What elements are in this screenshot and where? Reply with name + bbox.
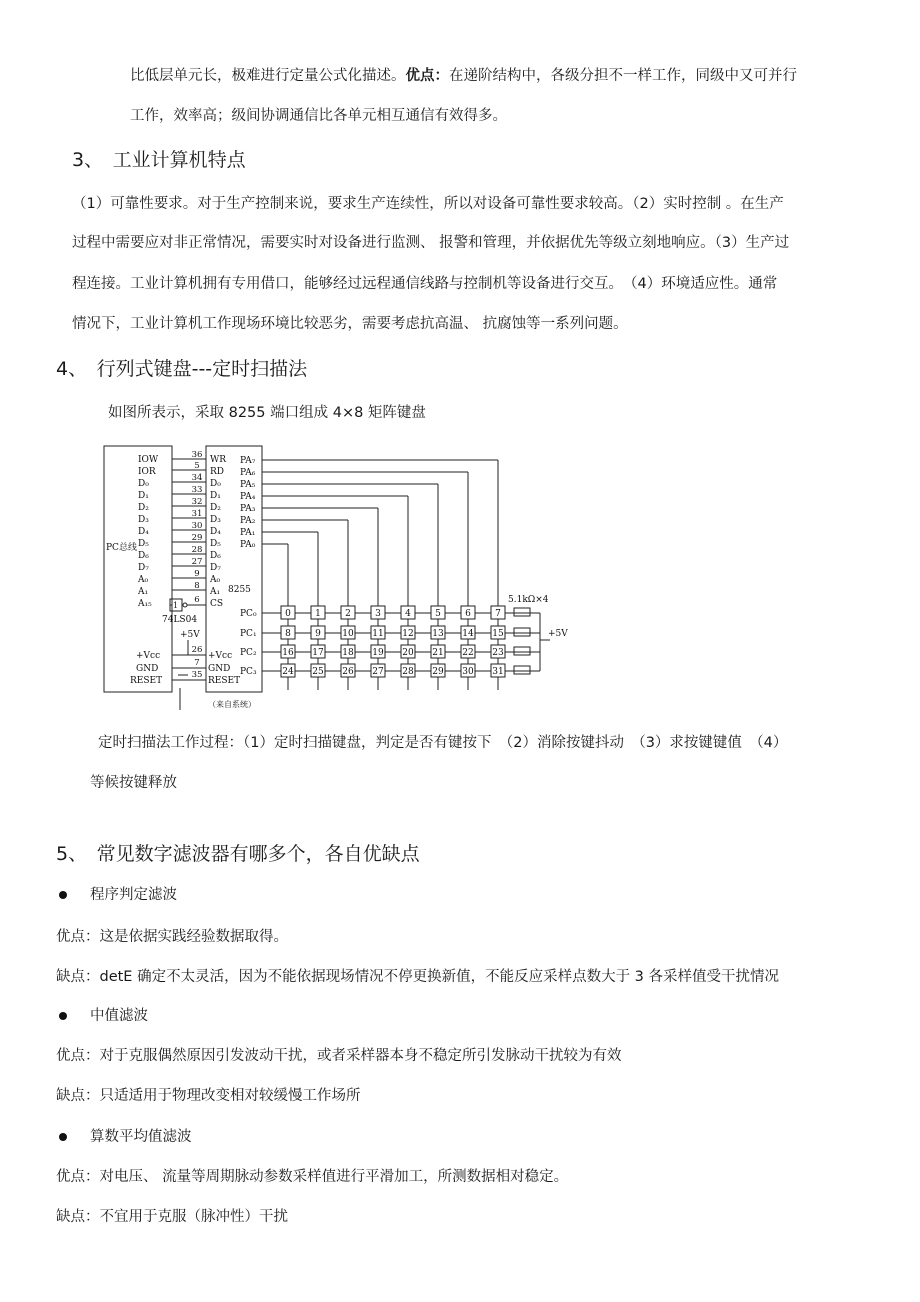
key-label: 16 <box>282 648 294 658</box>
key-label: 22 <box>462 648 474 658</box>
section-3-para-line: （1）可靠性要求。对于生产控制来说，要求生产连续性，所以对设备可靠性要求较高。（2）实时控制 。在生产 <box>72 196 784 212</box>
key-label: 31 <box>492 667 504 677</box>
bus-pin-label: D₅ <box>138 539 149 549</box>
reset-label: RESET <box>130 676 163 686</box>
key-label: 7 <box>495 609 501 619</box>
key-label: 12 <box>402 629 414 639</box>
bullet-icon <box>59 1012 67 1020</box>
filter-1-cons <box>56 967 779 987</box>
key-label: 9 <box>315 629 321 639</box>
pin-number: 8 <box>194 581 200 591</box>
filter-3-title: 算数平均值滤波 <box>90 1129 192 1145</box>
key-label: 23 <box>492 648 504 658</box>
chip-pin-label: D₂ <box>210 503 221 513</box>
pros-label: 优点 <box>56 1048 85 1064</box>
chip-pin-label: D₁ <box>210 491 221 501</box>
supply-label: +5V <box>548 629 568 639</box>
bullet-icon <box>59 1133 67 1141</box>
bus-label: PC总线 <box>106 543 137 553</box>
section-3-heading: 3、 工业计算机特点 <box>72 149 246 171</box>
key-label: 0 <box>285 609 291 619</box>
bullet-icon <box>59 891 67 899</box>
key-label: 20 <box>402 648 414 658</box>
pin-number: 6 <box>194 595 200 605</box>
bus-pin-label: A₁₅ <box>138 599 152 609</box>
bus-pin-label: IOW <box>138 455 159 465</box>
section-4-intro: 如图所表示，采取 8255 端口组成 4×8 矩阵键盘 <box>108 405 426 421</box>
key-label: 6 <box>465 609 471 619</box>
cons-label: 缺点 <box>56 1209 85 1225</box>
pros-text: ：对电压、 流量等周期脉动参数采样值进行平滑加工，所测数据相对稳定。 <box>85 1169 569 1185</box>
filter-2-title: 中值滤波 <box>90 1008 148 1024</box>
pc-label: PC₃ <box>240 667 257 677</box>
keyboard-circuit-diagram <box>100 440 710 715</box>
section-3-para-line: 程连接。工业计算机拥有专用借口，能够经过远程通信线路与控制机等设备进行交互。 （4）环境适应性。通常 <box>72 276 778 292</box>
bold-label: 优点： <box>405 68 449 84</box>
key-label: 13 <box>432 629 444 639</box>
pin-number: 35 <box>191 670 203 680</box>
filter-2-cons <box>56 1086 361 1106</box>
section-3-para-line: 过程中需要应对非正常情况，需要实时对设备进行监测、 报警和管理，并依据优先等级立刻地响应。（3）生产过 <box>72 235 790 251</box>
key-label: 26 <box>342 667 354 677</box>
key-label: 28 <box>402 667 414 677</box>
key-label: 5 <box>435 609 441 619</box>
cons-text: ：只适适用于物理改变相对较缓慢工作场所 <box>85 1088 361 1104</box>
key-label: 1 <box>315 609 321 619</box>
pc-label: PC₁ <box>240 629 257 639</box>
section-4-process-line1: 定时扫描法工作过程：（1）定时扫描键盘，判定是否有键按下 （2）消除按键抖动 （3）求按键键值 （4） <box>98 735 788 751</box>
text: 在递阶结构中，各级分担不一样工作，同级中又可并行 <box>449 68 797 84</box>
inverter-label: 74LS04 <box>162 615 198 625</box>
chip-pin-label: D₅ <box>210 539 221 549</box>
key-label: 18 <box>342 648 354 658</box>
pa-label: PA₀ <box>240 540 256 550</box>
chip-pin-label: A₁ <box>210 587 221 597</box>
text: 比低层单元长，极难进行定量公式化描述。 <box>130 68 406 84</box>
pin-number: 9 <box>194 569 200 579</box>
bus-pin-label: A₁ <box>138 587 149 597</box>
key-label: 3 <box>375 609 381 619</box>
pa-label: PA₅ <box>240 480 256 490</box>
chip-pin-label: D₇ <box>210 563 221 573</box>
pa-label: PA₇ <box>240 456 256 466</box>
filter-1-title: 程序判定滤波 <box>90 887 177 903</box>
bus-pin-label: A₀ <box>138 575 149 585</box>
pin-number: 32 <box>191 497 203 507</box>
bus-pin-label: D₁ <box>138 491 149 501</box>
pa-label: PA₂ <box>240 516 256 526</box>
filter-2-pros <box>56 1046 622 1066</box>
chip-pin-label: D₃ <box>210 515 221 525</box>
filter-1-pros <box>56 927 288 947</box>
cons-label: 缺点 <box>56 1088 85 1104</box>
gnd-label: GND <box>208 664 231 674</box>
bus-pin-label: D₃ <box>138 515 149 525</box>
pa-label: PA₆ <box>240 468 256 478</box>
key-label: 8 <box>285 629 291 639</box>
key-label: 21 <box>432 648 444 658</box>
pros-label: 优点 <box>56 1169 85 1185</box>
pros-text: ：对于克服偶然原因引发波动干扰，或者采样器本身不稳定所引发脉动干扰较为有效 <box>85 1048 622 1064</box>
pin-number: 7 <box>194 658 200 668</box>
pc-label: PC₀ <box>240 609 257 619</box>
key-label: 25 <box>312 667 324 677</box>
bus-pin-label: IOR <box>138 467 156 477</box>
key-label: 14 <box>462 629 474 639</box>
chip-pin-label: D₆ <box>210 551 221 561</box>
pin-number: 34 <box>191 473 203 483</box>
pin-number: 5 <box>194 461 200 471</box>
pa-label: PA₃ <box>240 504 256 514</box>
key-label: 19 <box>372 648 384 658</box>
key-label: 29 <box>432 667 444 677</box>
key-label: 2 <box>345 609 351 619</box>
pin-number: 28 <box>191 545 203 555</box>
gnd-label: GND <box>136 664 159 674</box>
section-4-heading: 4、 行列式键盘---定时扫描法 <box>56 358 308 380</box>
inverter-mark: 1 <box>173 601 179 610</box>
top-paragraph-line2: 工作，效率高；级间协调通信比各单元相互通信有效得多。 <box>130 108 507 124</box>
pin-number: 30 <box>191 521 203 531</box>
from-system-label: （来自系统） <box>208 700 256 709</box>
pros-label: 优点 <box>56 929 85 945</box>
key-label: 15 <box>492 629 504 639</box>
pin-number: 26 <box>191 645 203 655</box>
cons-text: ：detE 确定不太灵活，因为不能依据现场情况不停更换新值，不能反应采样点数大于 3 各采样值受干扰情况 <box>85 969 780 985</box>
bus-pin-label: D₇ <box>138 563 149 573</box>
section-4-process-line2: 等候按键释放 <box>90 775 177 791</box>
chip-pin-label: WR <box>210 455 227 465</box>
key-label: 30 <box>462 667 474 677</box>
vcc-label: +Vcc <box>208 651 233 661</box>
reset-label: RESET <box>208 676 241 686</box>
pin-number: 36 <box>191 450 203 460</box>
pa-label: PA₁ <box>240 528 256 538</box>
key-label: 17 <box>312 648 324 658</box>
pin-number: 31 <box>191 509 203 519</box>
pin-number: 33 <box>191 485 203 495</box>
vcc-label: +Vcc <box>136 651 161 661</box>
bus-pin-label: D₄ <box>138 527 149 537</box>
chip-label: 8255 <box>228 585 251 595</box>
pros-text: ：这是依据实践经验数据取得。 <box>85 929 288 945</box>
section-5-heading: 5、 常见数字滤波器有哪多个，各自优缺点 <box>56 843 420 865</box>
cons-text: ：不宜用于克服（脉冲性）干扰 <box>85 1209 288 1225</box>
chip-pin-label: CS <box>210 599 224 609</box>
key-label: 24 <box>282 667 294 677</box>
chip-pin-label: D₄ <box>210 527 221 537</box>
supply-label: +5V <box>180 630 200 640</box>
pin-number: 29 <box>191 533 203 543</box>
filter-3-cons <box>56 1207 288 1227</box>
pin-number: 27 <box>191 557 203 567</box>
section-3-para-line: 情况下，工业计算机工作现场环境比较恶劣，需要考虑抗高温、 抗腐蚀等一系列问题。 <box>72 316 628 332</box>
key-label: 4 <box>405 609 411 619</box>
key-label: 10 <box>342 629 354 639</box>
pa-label: PA₄ <box>240 492 256 502</box>
key-label: 11 <box>372 629 384 639</box>
chip-pin-label: D₀ <box>210 479 221 489</box>
resistor-label: 5.1kΩ×4 <box>508 595 549 605</box>
bus-pin-label: D₆ <box>138 551 149 561</box>
cons-label: 缺点 <box>56 969 85 985</box>
bus-pin-label: D₂ <box>138 503 149 513</box>
chip-pin-label: RD <box>210 467 224 477</box>
top-paragraph-line1 <box>130 66 797 86</box>
pc-label: PC₂ <box>240 648 257 658</box>
key-label: 27 <box>372 667 384 677</box>
bus-pin-label: D₀ <box>138 479 149 489</box>
chip-pin-label: A₀ <box>210 575 221 585</box>
filter-3-pros <box>56 1167 568 1187</box>
